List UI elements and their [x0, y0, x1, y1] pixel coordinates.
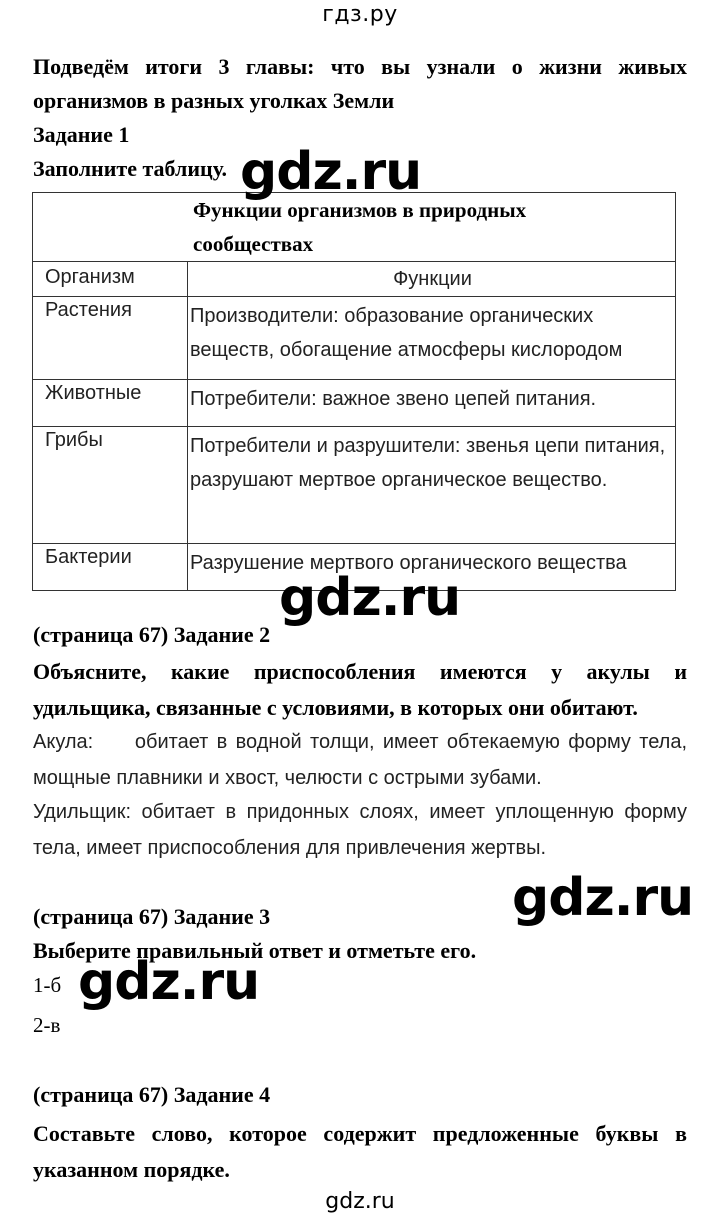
table-caption-line1: Функции организмов в природных	[193, 198, 527, 222]
table-header-row	[33, 262, 676, 297]
task2-answer-shark: Акула: обитает в водной толщи, имеет обтекаемую форму тела, мощные плавники и хвост, челюсти с острыми зубами.	[33, 731, 693, 789]
chapter-summary-title: Подведём итоги 3 главы: что вы узнали о жизни живых организмов в разных уголках Земли	[33, 54, 687, 113]
task2-label: (страница 67) Задание 2	[33, 622, 271, 647]
function-cell: Производители: образование органических веществ, обогащение атмосферы кислородом	[188, 297, 676, 380]
organism-cell: Животные	[33, 380, 188, 427]
task1-label: Задание 1	[33, 122, 130, 147]
column-header-organism: Организм	[33, 262, 188, 297]
task1-instruction: Заполните таблицу.	[33, 156, 227, 181]
table-row	[33, 297, 676, 380]
site-header: гдз.ру	[322, 2, 398, 27]
table-row	[33, 427, 676, 544]
task4-label: (страница 67) Задание 4	[33, 1082, 271, 1107]
function-cell: Разрушение мертвого органического вещества	[188, 544, 676, 591]
organism-cell: Грибы	[33, 427, 188, 544]
function-cell: Потребители и разрушители: звенья цепи питания, разрушают мертвое органическое вещество.	[188, 427, 676, 544]
watermark: gdz.ru	[512, 868, 694, 928]
table-caption-line2: сообществах	[193, 232, 314, 256]
watermark: gdz.ru	[78, 952, 260, 1012]
task3-question: Выберите правильный ответ и отметьте его.	[33, 938, 477, 963]
task2-question: Объясните, какие приспособления имеются у акулы и удильщика, связанные с условиями, в которых они обитают.	[33, 659, 687, 720]
task4-question: Составьте слово, которое содержит предложенные буквы в указанном порядке.	[33, 1121, 687, 1182]
site-footer: gdz.ru	[325, 1189, 395, 1214]
organism-cell: Растения	[33, 297, 188, 380]
function-cell: Потребители: важное звено цепей питания.	[188, 380, 676, 427]
task2-answer-angler: Удильщик: обитает в придонных слоях, имеет уплощенную форму тела, имеет приспособления для привлечения жертвы.	[33, 801, 687, 859]
column-header-functions: Функции	[188, 262, 676, 297]
table-row	[33, 380, 676, 427]
table-caption	[33, 193, 676, 262]
organism-cell: Бактерии	[33, 544, 188, 591]
task3-answer-1: 1-б	[33, 973, 62, 997]
watermark: gdz.ru	[240, 142, 422, 202]
task3-answer-2: 2-в	[33, 1013, 61, 1037]
task3-label: (страница 67) Задание 3	[33, 904, 271, 929]
watermark: gdz.ru	[279, 568, 461, 628]
organism-functions-table	[32, 192, 676, 591]
